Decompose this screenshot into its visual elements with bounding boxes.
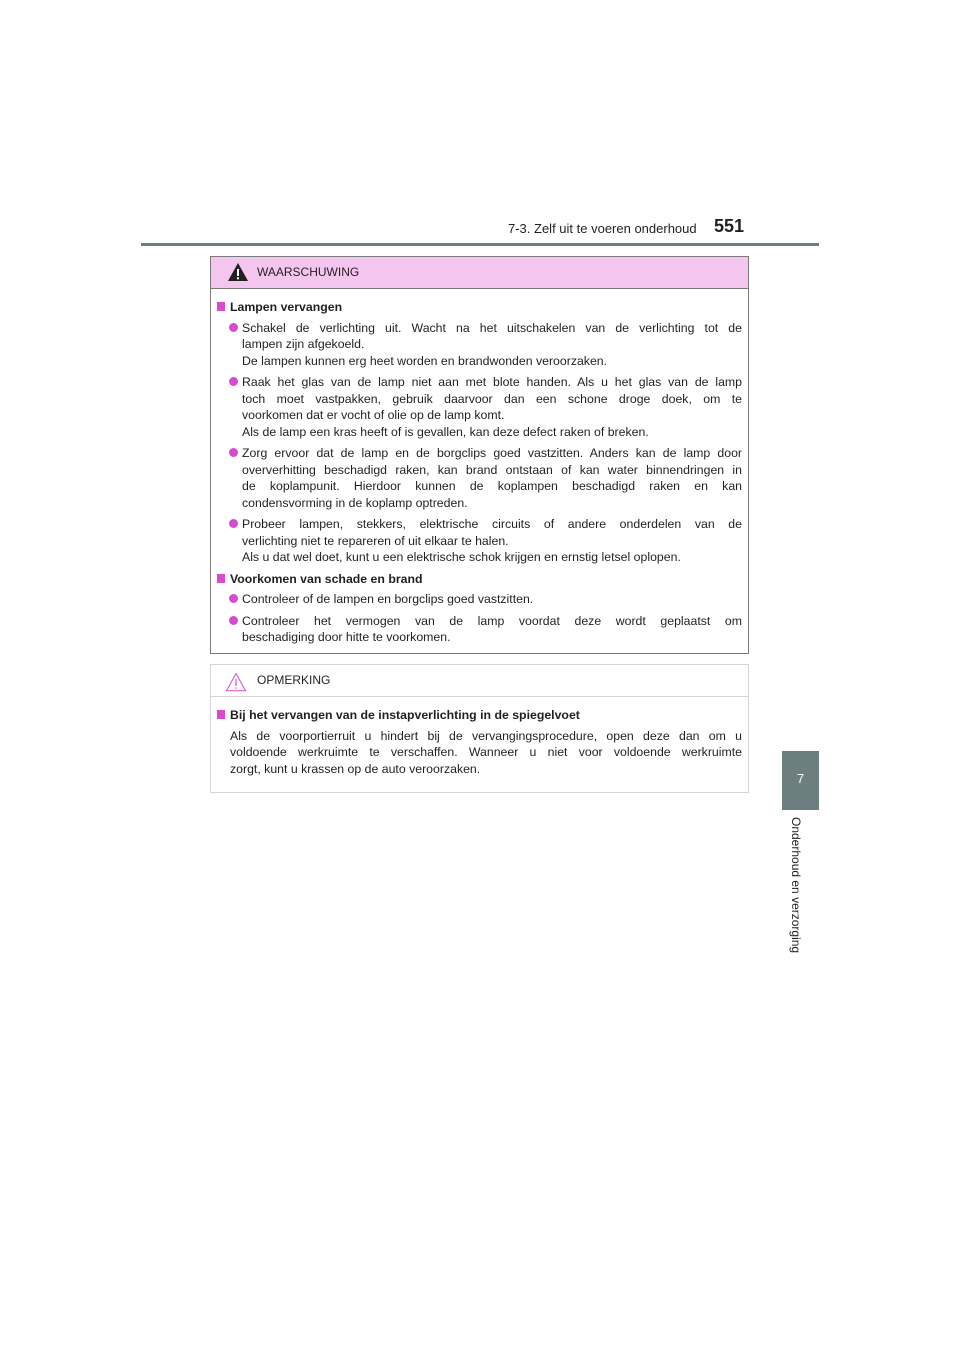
section-heading: Bij het vervangen van de instapverlichting in de spiegelvoet <box>217 707 742 724</box>
list-item: Controleer of de lampen en borgclips goed vastzitten. <box>217 591 742 608</box>
chapter-label: Onderhoud en verzorging <box>789 817 803 954</box>
section-heading: Lampen vervangen <box>217 299 742 316</box>
header-rule <box>141 243 819 246</box>
list-item: Controleer het vermogen van de lamp voordat deze wordt geplaatst om beschadiging door hitte te voorkomen. <box>217 613 742 646</box>
chapter-number: 7 <box>796 771 805 786</box>
header-section-title: 7-3. Zelf uit te voeren onderhoud <box>508 221 697 236</box>
notice-box <box>210 664 749 793</box>
round-bullet-icon <box>229 323 238 332</box>
list-item: Zorg ervoor dat de lamp en de borgclips goed vastzitten. Anders kan de lamp door oververhitting beschadigd raken, kan brand ontstaan of kan water binnendringen in de koplampunit. Hierdoor kunnen de koplampen beschadigd raken en kan condensvorming in de koplamp optreden. <box>217 445 742 511</box>
round-bullet-icon <box>229 594 238 603</box>
round-bullet-icon <box>229 377 238 386</box>
notice-header <box>211 665 748 697</box>
warning-box <box>210 256 749 654</box>
warning-header <box>211 257 748 289</box>
section-heading: Voorkomen van schade en brand <box>217 571 742 588</box>
warning-title: WAARSCHUWING <box>257 265 360 279</box>
list-item: Probeer lampen, stekkers, elektrische circuits of andere onderdelen van de verlichting niet te repareren of uit elkaar te halen. Als u dat wel doet, kunt u een elektrische schok krijgen en ernstig letsel oplopen. <box>217 516 742 566</box>
round-bullet-icon <box>229 519 238 528</box>
warning-body <box>211 289 748 646</box>
square-bullet-icon <box>217 710 225 719</box>
square-bullet-icon <box>217 574 225 583</box>
round-bullet-icon <box>229 448 238 457</box>
caution-triangle-icon <box>225 672 247 692</box>
warning-triangle-icon <box>227 262 249 282</box>
notice-body <box>211 697 748 777</box>
notice-title: OPMERKING <box>257 673 331 687</box>
page-number: 551 <box>714 216 745 236</box>
round-bullet-icon <box>229 616 238 625</box>
list-item: Raak het glas van de lamp niet aan met blote handen. Als u het glas van de lamp toch moet vastpakken, gebruik daarvoor dan een schone droge doek, om te voorkomen dat er vocht of olie op de lamp komt. Als de lamp een kras heeft of is gevallen, kan deze defect raken of breken. <box>217 374 742 440</box>
list-item: Schakel de verlichting uit. Wacht na het uitschakelen van de verlichting tot de lampen zijn afgekoeld. De lampen kunnen erg heet worden en brandwonden veroorzaken. <box>217 320 742 370</box>
notice-text: Als de voorportierruit u hindert bij de vervangingsprocedure, open deze dan om u voldoende werkruimte te verschaffen. Wanneer u niet voor voldoende werkruimte zorgt, kunt u krassen op de auto veroorzaken. <box>230 728 742 776</box>
chapter-tab <box>782 751 819 810</box>
square-bullet-icon <box>217 302 225 311</box>
